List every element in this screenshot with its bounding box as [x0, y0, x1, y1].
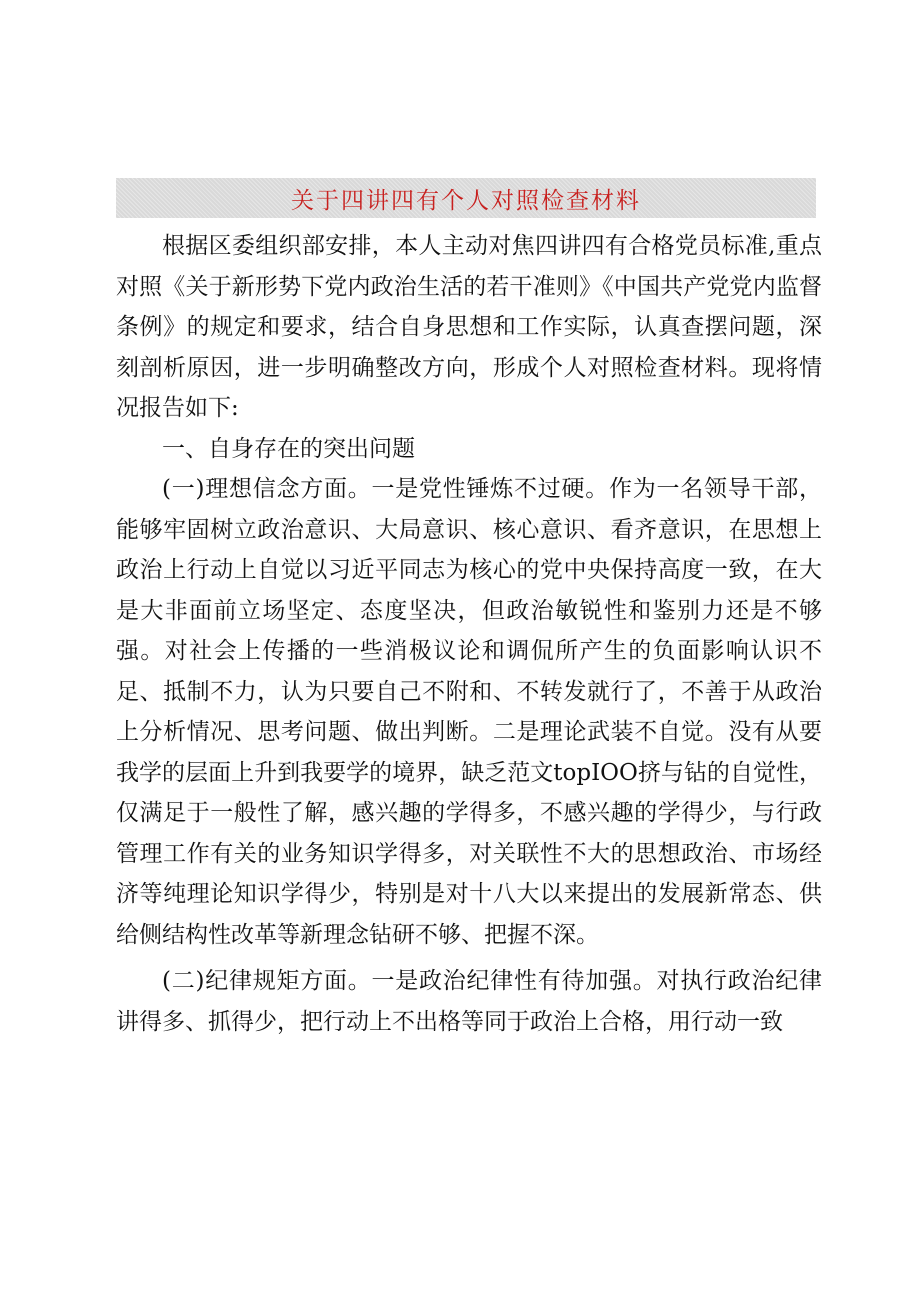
ideals-beliefs-paragraph: (一)理想信念方面。一是党性锤炼不过硬。作为一名领导干部，能够牢固树立政治意识、大局意识、核心意识、看齐意识，在思想上政治上行动上自觉以习近平同志为核心的党中央保持高度一致，在大是大非面前立场坚定、态度坚决，但政治敏锐性和鉴别力还是不够强。对社会上传播的一些消极议论和调侃所产生的负面影响认识不足、抵制不力，认为只要自己不附和、不转发就行了，不善于从政治上分析情况、思考问题、做出判断。二是理论武装不自觉。没有从要我学的层面上升到我要学的境界，缺乏范文topIOO挤与钻的自觉性，仅满足于一般性了解，感兴趣的学得多，不感兴趣的学得少，与行政管理工作有关的业务知识学得多，对关联性不大的思想政治、市场经济等纯理论知识学得少，特别是对十八大以来提出的发展新常态、供给侧结构性改革等新理念钻研不够、把握不深。	[116, 476, 822, 948]
document-title-band	[116, 178, 816, 218]
section-heading: 一、自身存在的突出问题	[162, 435, 415, 462]
document-title: 关于四讲四有个人对照检查材料	[291, 187, 641, 214]
document-body	[116, 226, 822, 1042]
discipline-paragraph: (二)纪律规矩方面。一是政治纪律性有待加强。对执行政治纪律讲得多、抓得少，把行动上不出格等同于政治上合格，用行动一致	[116, 968, 822, 1035]
intro-paragraph: 根据区委组织部安排，本人主动对焦四讲四有合格党员标准,重点对照《关于新形势下党内政治生活的若干准则》《中国共产党党内监督条例》的规定和要求，结合自身思想和工作实际，认真查摆问题，深刻剖析原因，进一步明确整改方向，形成个人对照检查材料。现将情况报告如下:	[116, 233, 822, 421]
